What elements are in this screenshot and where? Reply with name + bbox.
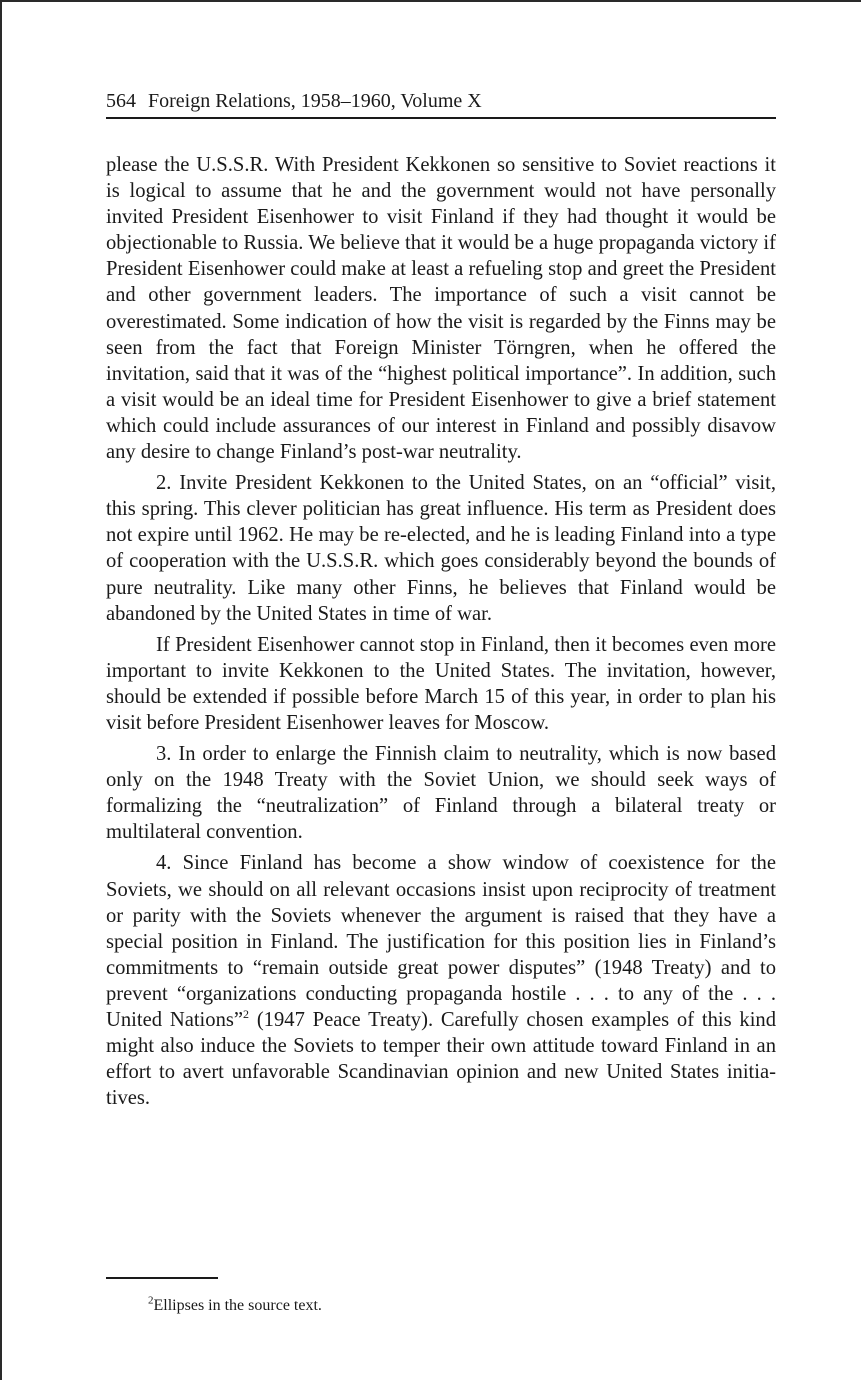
footnote-mark: 2 — [148, 1294, 154, 1307]
paragraph-continued: please the U.S.S.R. With President Kekkonen so sensitive to Soviet reactions it is logical to assume that he and the government would not have personally invited President Eisenhower to visit Finland if they had thought it would be objectionable to Russia. We believe that it would be a huge propaganda victory if President Eisenhower could make at least a refueling stop and greet the President and other government leaders. The importance of such a visit cannot be overestimated. Some indication of how the visit is regarded by the Finns may be seen from the fact that Foreign Minister Törngren, when he offered the invitation, said that it was of the “highest political importance”. In addition, such a visit would be an ideal time for President Eisenhower to give a brief statement which could include assurances of our interest in Finland and possibly disavow any desire to change Finland’s post-war neutrality. — [106, 154, 776, 464]
paragraph-item-2-followup: If President Eisenhower cannot stop in Finland, then it becomes even more important to invite Kekkonen to the United States. The invitation, however, should be extended if possible before March 15 of this year, in order to plan his visit before President Eisenhower leaves for Moscow. — [106, 633, 776, 734]
footnote-text: Ellipses in the source text. — [153, 1297, 322, 1314]
paragraph-item-3: 3. In order to enlarge the Finnish claim to neutrality, which is now based only on the 1948 Treaty with the Soviet Union, we should seek ways of formalizing the “neutralization” of Finland through a bilateral treaty or multilateral convention. — [106, 743, 776, 844]
page-number: 564 — [106, 90, 136, 112]
body-text — [106, 152, 776, 1116]
footnote-divider — [106, 1277, 218, 1279]
paragraph-item-4-text-b: (1947 Peace Treaty). Carefully chosen examples of this kind might also induce the Soviets to temper their own attitude toward Finland in an effort to avert unfavorable Scandinavian opinion and new United States initiatives. — [106, 1009, 777, 1110]
running-header — [106, 88, 776, 119]
paragraph-item-4 — [106, 850, 776, 1111]
paragraph-item-4-text-a: 4. Since Finland has become a show window of coexistence for the Soviets, we should on all relevant occasions insist upon reciprocity of treatment or parity with the Soviets whenever the argument is raised that they have a special position in Finland. The justification for this position lies in Finland’s commitments to “remain outside great power disputes” (1948 Treaty) and to prevent “organizations conducting propaganda hostile . . . to any of the . . . United Nations” — [106, 852, 776, 1031]
running-title: Foreign Relations, 1958–1960, Volume X — [148, 90, 482, 112]
footnote — [148, 1295, 322, 1317]
paragraph-item-2: 2. Invite President Kekkonen to the United States, on an “official” visit, this spring. This clever politician has great influence. His term as President does not expire until 1962. He may be re-elected, and he is leading Finland into a type of cooperation with the U.S.S.R. which goes considerably beyond the bounds of pure neutrality. Like many other Finns, he believes that Finland would be abandoned by the United States in time of war. — [106, 472, 776, 625]
footnote-reference: 2 — [243, 1007, 250, 1022]
